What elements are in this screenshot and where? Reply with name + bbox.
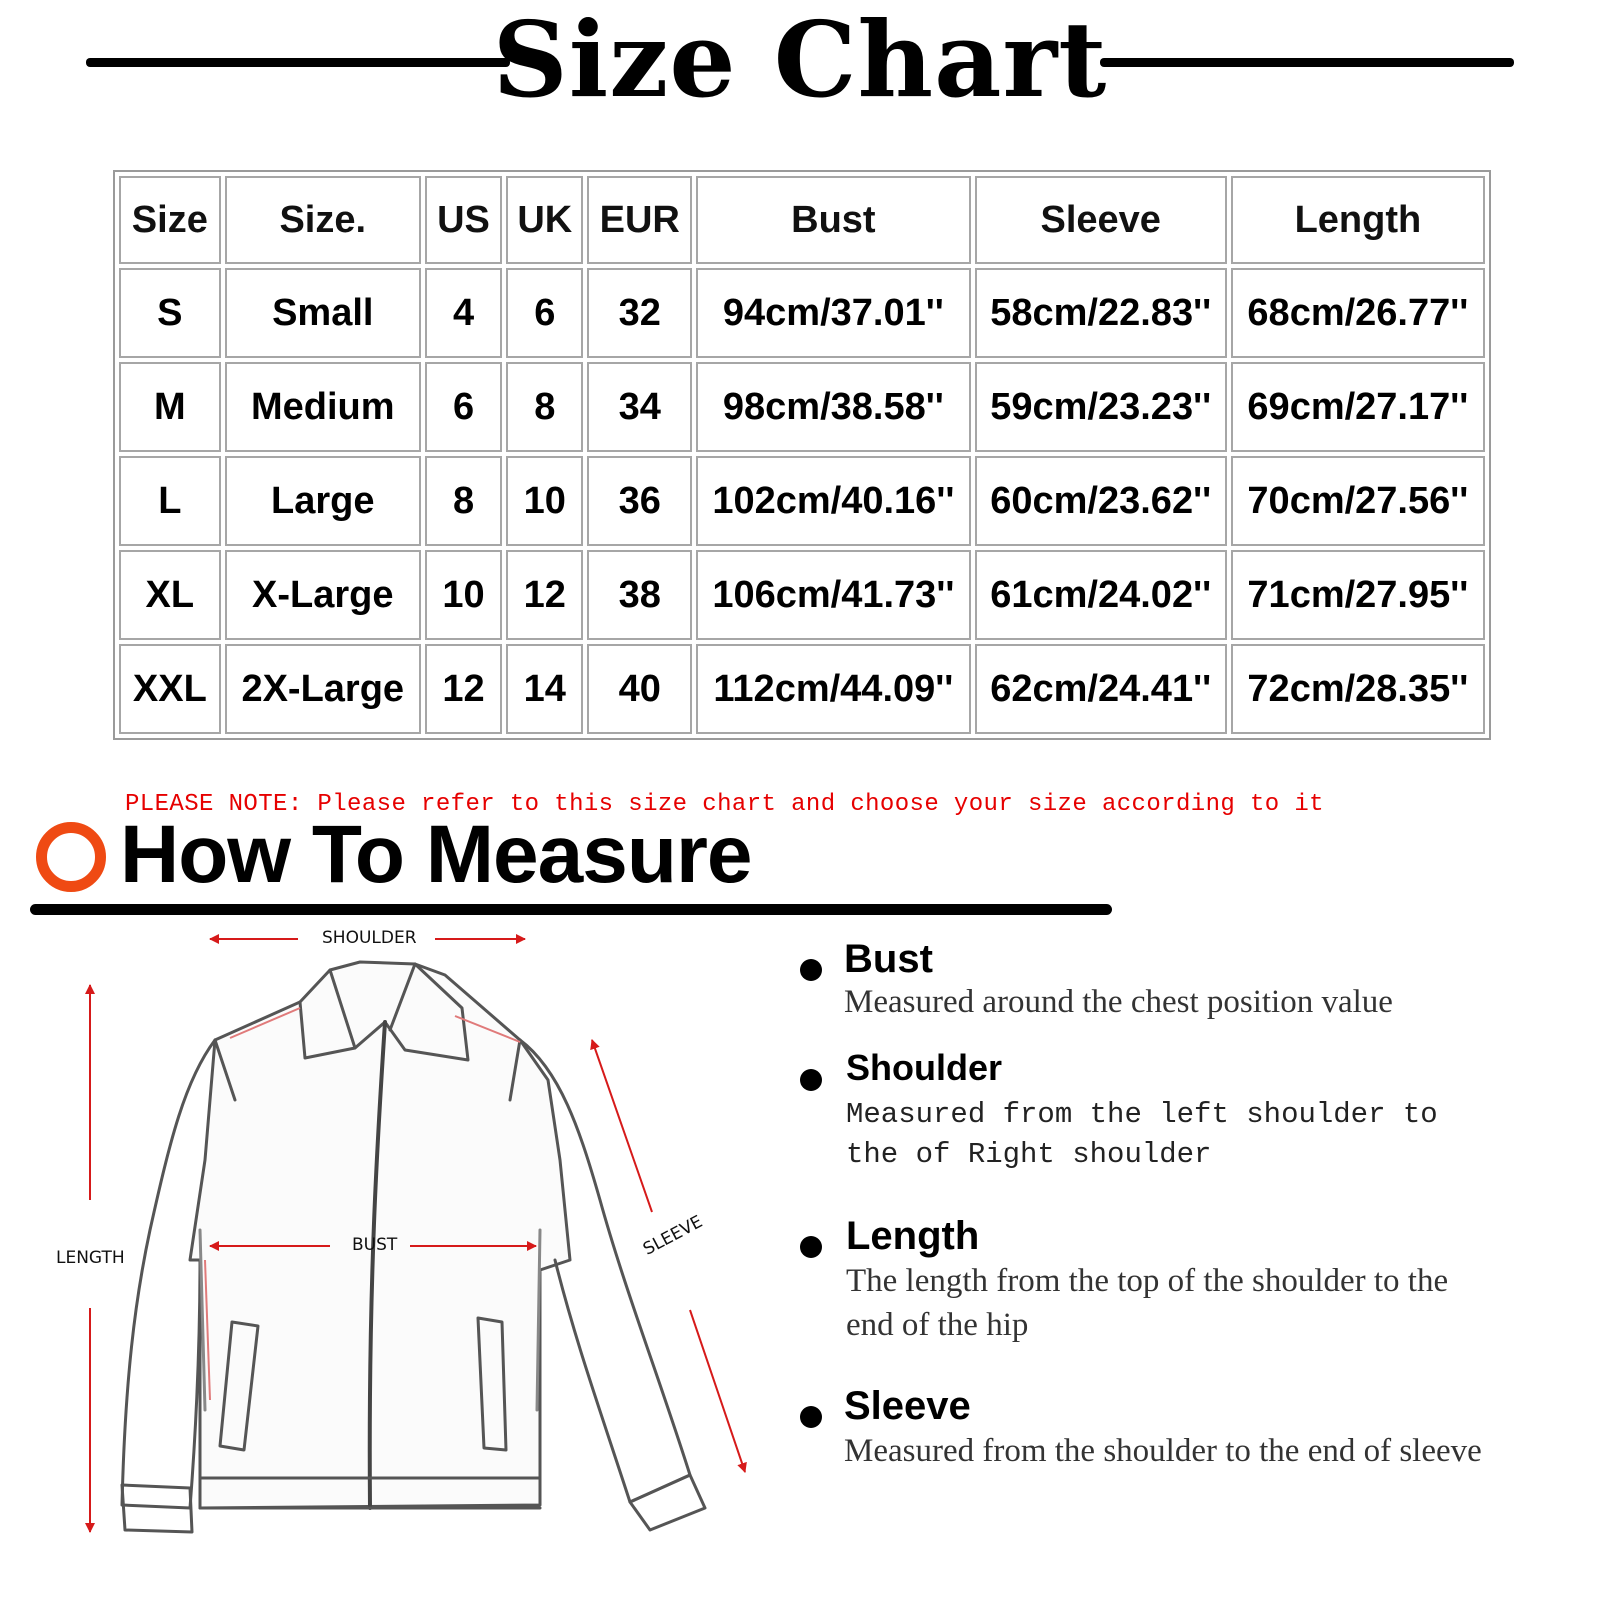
table-cell: XXL	[119, 644, 221, 734]
table-cell: 34	[587, 362, 692, 452]
header-uk: UK	[506, 176, 583, 264]
table-cell: 72cm/28.35''	[1231, 644, 1485, 734]
header-bust: Bust	[696, 176, 971, 264]
page-title: Size Chart	[492, 0, 1108, 121]
header-us: US	[425, 176, 502, 264]
table-cell: X-Large	[225, 550, 421, 640]
header-sleeve: Sleeve	[975, 176, 1227, 264]
table-cell: 61cm/24.02''	[975, 550, 1227, 640]
header-size-name: Size.	[225, 176, 421, 264]
table-cell: 2X-Large	[225, 644, 421, 734]
table-cell: 40	[587, 644, 692, 734]
how-to-measure-title: How To Measure	[120, 809, 752, 900]
table-cell: 6	[506, 268, 583, 358]
table-row	[119, 268, 1485, 358]
table-cell: L	[119, 456, 221, 546]
table-cell: 69cm/27.17''	[1231, 362, 1485, 452]
table-cell: 59cm/23.23''	[975, 362, 1227, 452]
table-cell: 14	[506, 644, 583, 734]
table-cell: 12	[425, 644, 502, 734]
table-row	[119, 550, 1485, 640]
measure-desc: The length from the top of the shoulder to the end of the hip	[846, 1263, 1449, 1343]
table-cell: 4	[425, 268, 502, 358]
diagram-label-sleeve: SLEEVE	[640, 1211, 707, 1260]
measure-name: Sleeve	[844, 1384, 971, 1428]
size-chart-table	[113, 170, 1491, 740]
table-cell: 98cm/38.58''	[696, 362, 971, 452]
table-cell: M	[119, 362, 221, 452]
size-note: PLEASE NOTE: Please refer to this size chart and choose your size according to it	[125, 791, 1324, 818]
header-length: Length	[1231, 176, 1485, 264]
bullet-icon	[800, 1069, 822, 1091]
table-cell: 32	[587, 268, 692, 358]
table-cell: 8	[425, 456, 502, 546]
jacket-diagram	[0, 930, 780, 1600]
measure-name: Bust	[844, 937, 933, 981]
ring-icon	[36, 822, 106, 892]
table-cell: 10	[506, 456, 583, 546]
header-eur: EUR	[587, 176, 692, 264]
table-cell: 62cm/24.41''	[975, 644, 1227, 734]
table-row	[119, 456, 1485, 546]
table-cell: 12	[506, 550, 583, 640]
heading-underline	[30, 904, 1112, 915]
measure-desc: Measured from the shoulder to the end of sleeve	[844, 1433, 1482, 1469]
table-row	[119, 362, 1485, 452]
table-header-row	[119, 176, 1485, 264]
table-cell: 8	[506, 362, 583, 452]
bullet-icon	[800, 1236, 822, 1258]
table-cell: 10	[425, 550, 502, 640]
table-cell: 106cm/41.73''	[696, 550, 971, 640]
table-cell: 58cm/22.83''	[975, 268, 1227, 358]
bullet-icon	[800, 1406, 822, 1428]
measure-desc: Measured around the chest position value	[844, 984, 1393, 1020]
table-cell: XL	[119, 550, 221, 640]
table-cell: 6	[425, 362, 502, 452]
diagram-label-length: LENGTH	[56, 1248, 125, 1268]
diagram-label-shoulder: SHOULDER	[322, 928, 417, 948]
table-cell: 68cm/26.77''	[1231, 268, 1485, 358]
table-cell: 70cm/27.56''	[1231, 456, 1485, 546]
table-cell: Small	[225, 268, 421, 358]
measure-name: Shoulder	[846, 1047, 1003, 1088]
table-cell: Large	[225, 456, 421, 546]
table-row	[119, 644, 1485, 734]
table-cell: Medium	[225, 362, 421, 452]
measure-desc: Measured from the left shoulder to the of Right shoulder	[846, 1098, 1438, 1171]
table-cell: 36	[587, 456, 692, 546]
table-cell: 102cm/40.16''	[696, 456, 971, 546]
table-cell: 60cm/23.62''	[975, 456, 1227, 546]
bullet-icon	[800, 959, 822, 981]
table-cell: 94cm/37.01''	[696, 268, 971, 358]
diagram-label-bust: BUST	[352, 1235, 398, 1255]
table-cell: 71cm/27.95''	[1231, 550, 1485, 640]
table-cell: 112cm/44.09''	[696, 644, 971, 734]
header-size: Size	[119, 176, 221, 264]
measure-name: Length	[846, 1214, 980, 1258]
table-cell: S	[119, 268, 221, 358]
table-cell: 38	[587, 550, 692, 640]
